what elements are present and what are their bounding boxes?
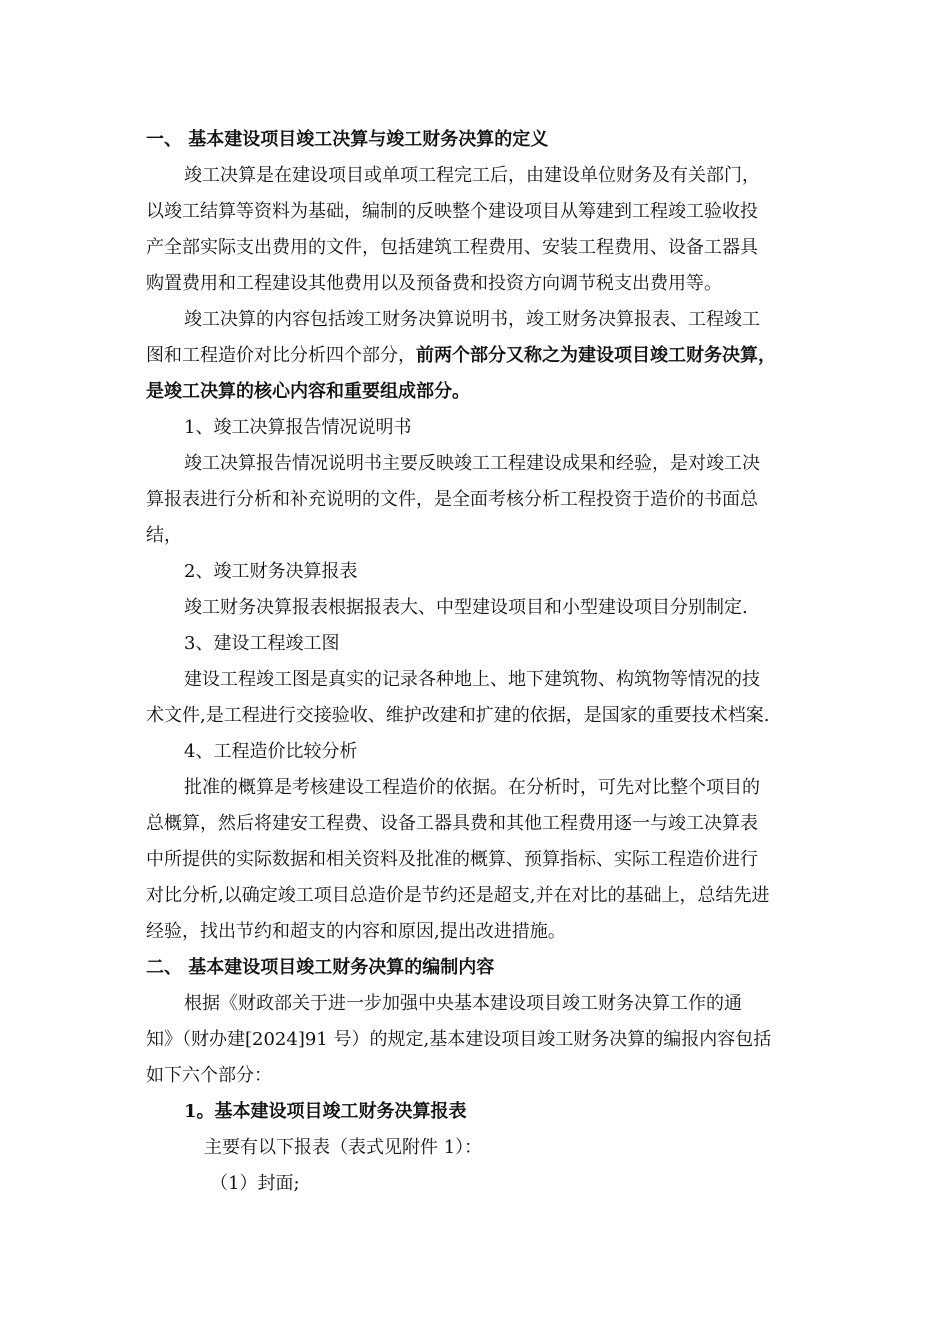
paragraph-1-line-4: 购置费用和工程建设其他费用以及预备费和投资方向调节税支出费用等。 <box>146 273 722 294</box>
item-3-text-line-2: 术文件,是工程进行交接验收、维护改建和扩建的依据，是国家的重要技术档案. <box>146 705 770 726</box>
item-1-title: 1、竣工决算报告情况说明书 <box>184 417 412 438</box>
paragraph-1-line-3: 产全部实际支出费用的文件，包括建筑工程费用、安装工程费用、设备工器具 <box>146 237 758 258</box>
item-3-title: 3、建设工程竣工图 <box>184 633 340 654</box>
document-page <box>146 122 810 1202</box>
paragraph-2-bold-text: 前两个部分又称之为建设项目竣工财务决算， <box>416 345 776 366</box>
subsection-1-heading: 1。基本建设项目竣工财务决算报表 <box>184 1101 467 1122</box>
item-4-title: 4、工程造价比较分析 <box>184 741 358 762</box>
item-2-title: 2、竣工财务决算报表 <box>184 561 358 582</box>
paragraph-1-line-2: 以竣工结算等资料为基础，编制的反映整个建设项目从筹建到工程竣工验收投 <box>146 201 758 222</box>
section-2-heading: 二、 基本建设项目竣工财务决算的编制内容 <box>146 957 495 978</box>
paragraph-2-normal-text: 图和工程造价对比分析四个部分， <box>146 345 416 366</box>
paragraph-2-line-3: 是竣工决算的核心内容和重要组成部分。 <box>146 381 470 402</box>
item-4-text-line-5: 经验，找出节约和超支的内容和原因,提出改进措施。 <box>146 921 566 942</box>
paragraph-1-line-1: 竣工决算是在建设项目或单项工程完工后，由建设单位财务及有关部门， <box>184 165 760 186</box>
item-1-text-line-3: 结， <box>146 525 182 546</box>
item-4-text-line-3: 中所提供的实际数据和相关资料及批准的概算、预算指标、实际工程造价进行 <box>146 849 758 870</box>
section-2-text-line-2: 知》（财办建[2024]91 号）的规定,基本建设项目竣工财务决算的编报内容包括 <box>146 1029 772 1050</box>
item-2-text: 竣工财务决算报表根据报表大、中型建设项目和小型建设项目分别制定. <box>184 597 748 618</box>
item-3-text-line-1: 建设工程竣工图是真实的记录各种地上、地下建筑物、构筑物等情况的技 <box>184 669 760 690</box>
subsection-1-item-1: （1）封面; <box>210 1173 300 1194</box>
paragraph-2-line-2 <box>146 338 810 374</box>
item-4-text-line-2: 总概算，然后将建安工程费、设备工器具费和其他工程费用逐一与竣工决算表 <box>146 813 758 834</box>
item-4-text-line-1: 批准的概算是考核建设工程造价的依据。在分析时，可先对比整个项目的 <box>184 777 760 798</box>
section-2-text-line-3: 如下六个部分： <box>146 1065 272 1086</box>
item-4-text-line-4: 对比分析,以确定竣工项目总造价是节约还是超支,并在对比的基础上，总结先进 <box>146 885 770 906</box>
item-1-text-line-1: 竣工决算报告情况说明书主要反映竣工工程建设成果和经验，是对竣工决 <box>184 453 760 474</box>
subsection-1-text: 主要有以下报表（表式见附件 1）： <box>204 1137 483 1158</box>
section-2-text-line-1: 根据《财政部关于进一步加强中央基本建设项目竣工财务决算工作的通 <box>184 993 742 1014</box>
paragraph-2-line-1: 竣工决算的内容包括竣工财务决算说明书，竣工财务决算报表、工程竣工 <box>184 309 760 330</box>
section-1-heading: 一、 基本建设项目竣工决算与竣工财务决算的定义 <box>146 129 549 150</box>
item-1-text-line-2: 算报表进行分析和补充说明的文件，是全面考核分析工程投资于造价的书面总 <box>146 489 758 510</box>
